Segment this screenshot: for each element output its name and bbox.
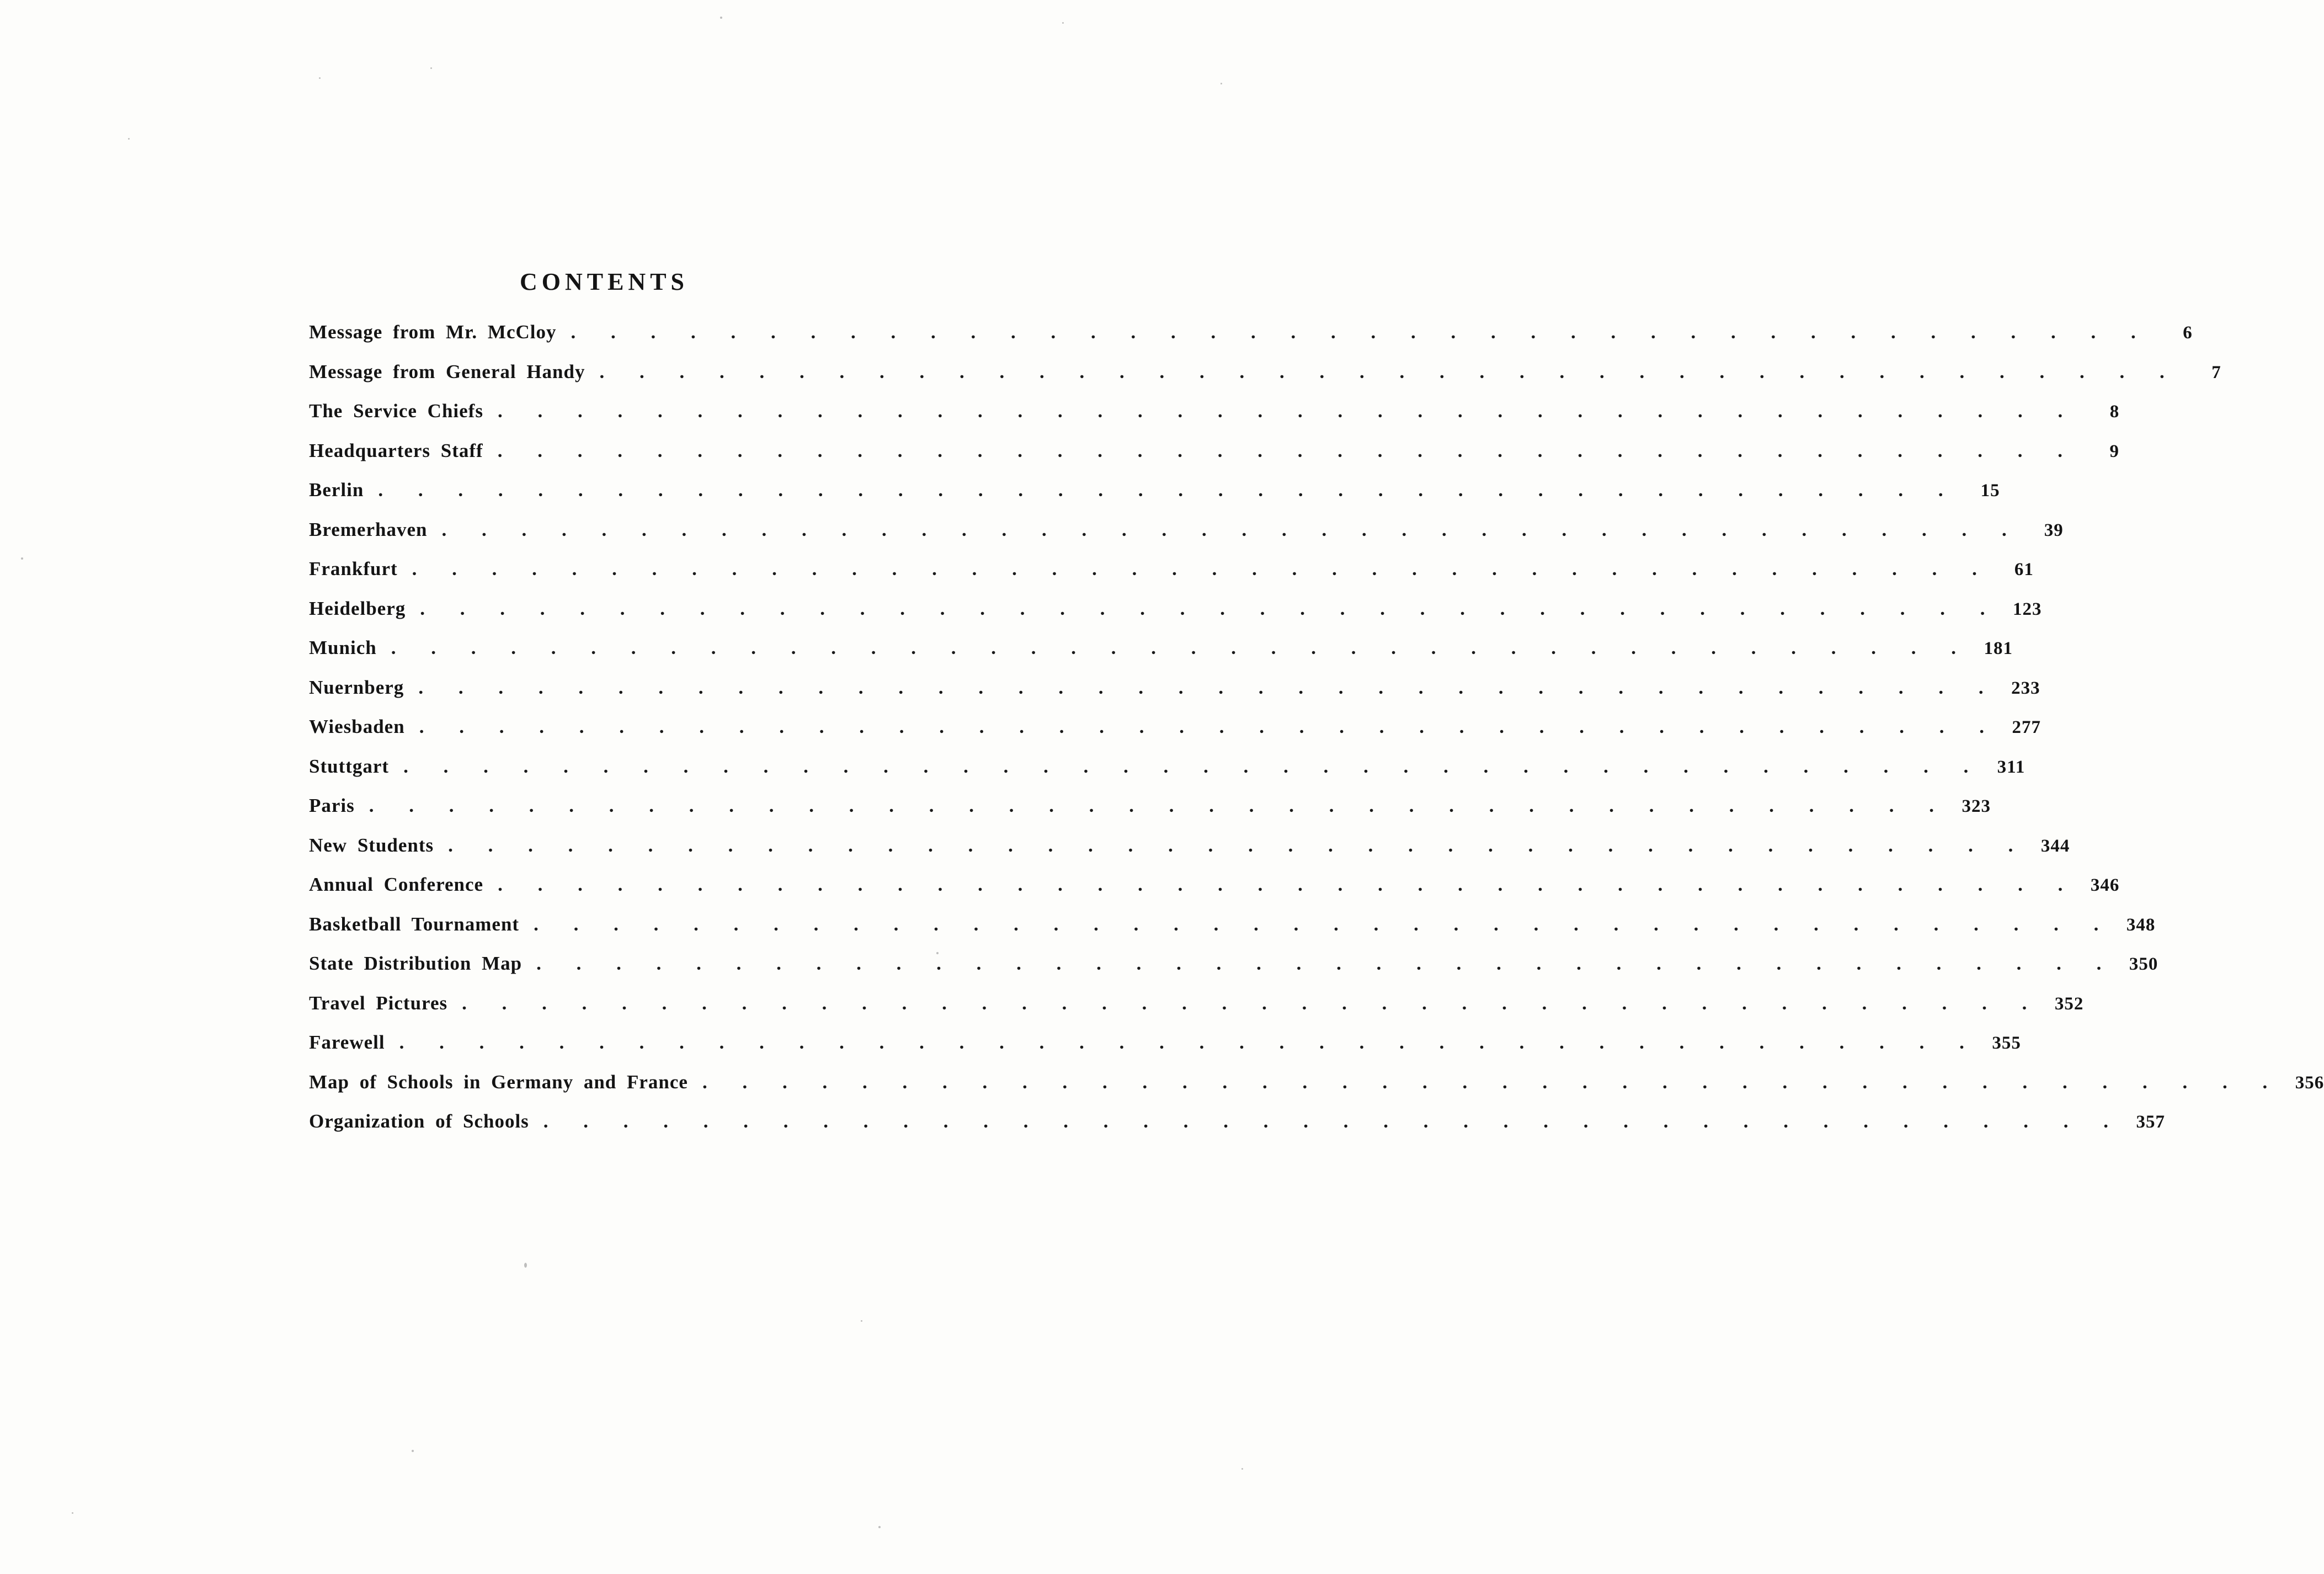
toc-entry-page-number: 61 xyxy=(2014,560,2034,579)
toc-entry xyxy=(309,1031,2021,1071)
toc-dot-leader: . . . . . . . . . . . . . . . . . . . . . . . . . . . . . . . . . . . . . . . . xyxy=(391,637,1969,658)
toc-entry xyxy=(309,1110,2166,1150)
toc-dot-leader: . . . . . . . . . . . . . . . . . . . . . . . . . . . . . . . . . . . . . . . . xyxy=(497,439,2075,461)
scan-speck xyxy=(430,67,432,69)
scan-speck xyxy=(1241,1468,1243,1470)
toc-entry xyxy=(309,321,2193,361)
scan-speck xyxy=(524,1263,527,1268)
toc-entry-title: Heidelberg xyxy=(309,597,406,619)
toc-entry-page-number: 7 xyxy=(2211,362,2221,382)
toc-entry-page-number: 356 xyxy=(2295,1072,2324,1093)
toc-entry xyxy=(309,676,2040,716)
toc-entry-title: State Distribution Map xyxy=(309,953,523,974)
toc-entry xyxy=(309,439,2119,480)
toc-entry xyxy=(309,360,2221,401)
scan-speck xyxy=(128,138,130,140)
scan-speck xyxy=(1220,83,1222,84)
toc-entry-title: New Students xyxy=(309,834,434,856)
toc-entry-title: Travel Pictures xyxy=(309,992,448,1014)
toc-entry-page-number: 233 xyxy=(2011,678,2040,698)
toc-entry-page-number: 355 xyxy=(1992,1033,2021,1053)
toc-entry xyxy=(309,400,2120,440)
toc-entry xyxy=(309,597,2042,637)
scan-speck xyxy=(72,1512,73,1514)
scan-speck xyxy=(319,77,321,79)
toc-entry-page-number: 6 xyxy=(2183,323,2193,343)
toc-dot-leader: . . . . . . . . . . . . . . . . . . . . . . . . . . . . . . . . . . . . . . . . xyxy=(536,953,2114,974)
toc-dot-leader: . . . . . . . . . . . . . . . . . . . . . . . . . . . . . . . . . . . . . . . . xyxy=(369,795,1947,816)
toc-entry-title: Message from Mr. McCloy xyxy=(309,321,557,343)
toc-entry-page-number: 357 xyxy=(2136,1112,2166,1132)
toc-entry xyxy=(309,834,2070,874)
toc-dot-leader: . . . . . . . . . . . . . . . . . . . . . . . . . . . . . . . . . . . . . . . . xyxy=(599,360,2177,382)
toc-entry-page-number: 323 xyxy=(1961,796,1991,816)
toc-entry xyxy=(309,518,2064,559)
toc-entry-page-number: 277 xyxy=(2012,717,2041,737)
toc-dot-leader: . . . . . . . . . . . . . . . . . . . . . . . . . . . . . . . . . . . . . . . . xyxy=(534,913,2112,935)
toc-entry xyxy=(309,716,2041,756)
toc-entry xyxy=(309,795,1991,834)
toc-dot-leader: . . . . . . . . . . . . . . . . . . . . . . . . . . . . . . . . . . . . . . . . xyxy=(462,992,2040,1014)
toc-entry-page-number: 39 xyxy=(2044,520,2064,540)
toc-dot-leader: . . . . . . . . . . . . . . . . . . . . . . . . . . . . . . . . . . . . . . . . xyxy=(378,479,1956,501)
toc-entry-title: Farewell xyxy=(309,1031,385,1053)
toc-dot-leader: . . . . . . . . . . . . . . . . . . . . . . . . . . . . . . . . . . . . . . . . xyxy=(399,1031,1977,1053)
scan-speck xyxy=(878,1526,881,1528)
toc-entry-title: Bremerhaven xyxy=(309,518,428,540)
toc-dot-leader: . . . . . . . . . . . . . . . . . . . . . . . . . . . . . . . . . . . . . . . . xyxy=(498,874,2076,895)
toc-entry xyxy=(309,479,2000,519)
toc-dot-leader: . . . . . . . . . . . . . . . . . . . . . . . . . . . . . . . . . . . . . . . . xyxy=(418,676,1996,698)
toc-entry-page-number: 348 xyxy=(2126,914,2156,935)
toc-entry xyxy=(309,874,2120,913)
toc-entry-page-number: 123 xyxy=(2013,599,2042,619)
toc-entry xyxy=(309,953,2158,992)
toc-entry-page-number: 9 xyxy=(2109,441,2119,461)
toc-entry-page-number: 311 xyxy=(1997,757,2025,777)
toc-entry-title: Stuttgart xyxy=(309,755,390,777)
toc-dot-leader: . . . . . . . . . . . . . . . . . . . . . . . . . . . . . . . . . . . . . . . . xyxy=(448,834,2026,856)
toc-entry-page-number: 352 xyxy=(2054,993,2084,1014)
toc-entry-title: Berlin xyxy=(309,479,364,501)
toc-entry-title: Map of Schools in Germany and France xyxy=(309,1071,688,1093)
scan-speck xyxy=(1062,22,1064,24)
toc-dot-leader: . . . . . . . . . . . . . . . . . . . . . . . . . . . . . . . . . . . . . . . . xyxy=(420,597,1998,619)
toc-entry-title: Basketball Tournament xyxy=(309,913,520,935)
toc-entry-title: The Service Chiefs xyxy=(309,400,483,422)
toc-dot-leader: . . . . . . . . . . . . . . . . . . . . . . . . . . . . . . . . . . . . . . . . xyxy=(702,1071,2280,1093)
toc-entry-title: Headquarters Staff xyxy=(309,439,483,461)
table-of-contents xyxy=(309,321,2324,1150)
toc-entry xyxy=(309,637,2013,677)
toc-dot-leader: . . . . . . . . . . . . . . . . . . . . . . . . . . . . . . . . . . . . . . . . xyxy=(571,321,2149,343)
toc-dot-leader: . . . . . . . . . . . . . . . . . . . . . . . . . . . . . . . . . . . . . . . . xyxy=(543,1110,2122,1132)
scan-speck xyxy=(21,557,23,560)
toc-dot-leader: . . . . . . . . . . . . . . . . . . . . . . . . . . . . . . . . . . . . . . . . xyxy=(441,518,2019,540)
toc-dot-leader: . . . . . . . . . . . . . . . . . . . . . . . . . . . . . . . . . . . . . . . . xyxy=(412,558,1990,579)
toc-entry xyxy=(309,755,2025,795)
toc-entry-page-number: 181 xyxy=(1984,639,2013,658)
toc-entry-title: Organization of Schools xyxy=(309,1110,529,1132)
toc-entry-page-number: 344 xyxy=(2040,836,2070,856)
toc-entry-title: Munich xyxy=(309,637,377,658)
toc-entry xyxy=(309,1071,2324,1111)
toc-entry-title: Paris xyxy=(309,795,355,816)
toc-entry xyxy=(309,558,2034,598)
scan-speck xyxy=(720,17,722,19)
toc-entry-page-number: 350 xyxy=(2129,954,2158,974)
toc-entry-page-number: 8 xyxy=(2109,402,2120,422)
toc-entry xyxy=(309,913,2156,953)
toc-dot-leader: . . . . . . . . . . . . . . . . . . . . . . . . . . . . . . . . . . . . . . . . xyxy=(497,400,2076,422)
scan-speck xyxy=(861,1320,862,1322)
toc-entry xyxy=(309,992,2084,1032)
toc-entry-page-number: 346 xyxy=(2090,875,2120,895)
toc-entry-title: Annual Conference xyxy=(309,874,484,895)
toc-dot-leader: . . . . . . . . . . . . . . . . . . . . . . . . . . . . . . . . . . . . . . . . xyxy=(403,755,1981,777)
toc-entry-title: Nuernberg xyxy=(309,676,404,698)
toc-entry-title: Message from General Handy xyxy=(309,360,585,382)
page-title: CONTENTS xyxy=(519,268,689,296)
toc-entry-title: Wiesbaden xyxy=(309,716,405,737)
scan-speck xyxy=(412,1450,414,1452)
toc-entry-page-number: 15 xyxy=(1980,481,2000,501)
toc-entry-title: Frankfurt xyxy=(309,558,398,579)
toc-dot-leader: . . . . . . . . . . . . . . . . . . . . . . . . . . . . . . . . . . . . . . . . xyxy=(419,716,1997,737)
